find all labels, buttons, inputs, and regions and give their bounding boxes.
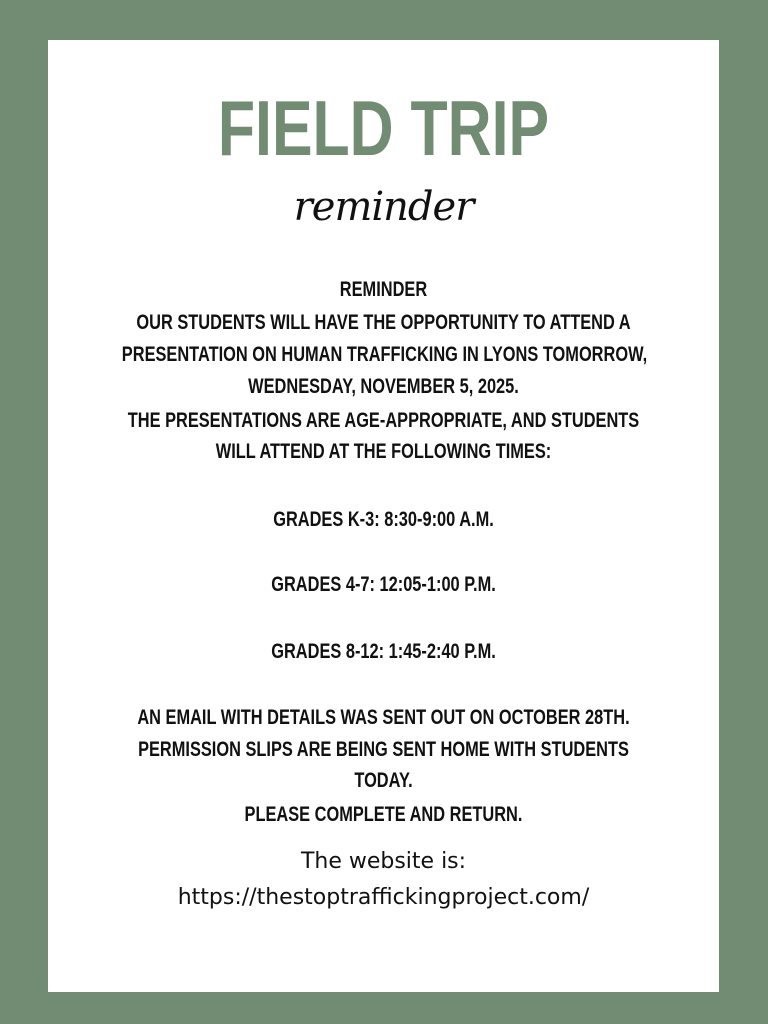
closing-line: PERMISSION SLIPS ARE BEING SENT HOME WITH STUDENTS xyxy=(138,738,629,761)
body-line: PRESENTATION ON HUMAN TRAFFICKING IN LYONS TOMORROW, xyxy=(121,343,648,366)
website-label: The website is: xyxy=(300,849,467,874)
body-line: WILL ATTEND AT THE FOLLOWING TIMES: xyxy=(215,440,552,463)
flyer-title: FIELD TRIP xyxy=(217,84,550,172)
schedule-item: GRADES 8-12: 1:45-2:40 P.M. xyxy=(271,640,496,663)
body-line: OUR STUDENTS WILL HAVE THE OPPORTUNITY TO ATTEND A xyxy=(136,311,631,334)
body-line: REMINDER xyxy=(339,278,428,301)
closing-line: AN EMAIL WITH DETAILS WAS SENT OUT ON OCTOBER 28TH. xyxy=(137,706,630,729)
closing-line: PLEASE COMPLETE AND RETURN. xyxy=(244,803,523,826)
flyer-subtitle: reminder xyxy=(293,184,474,230)
schedule-item: GRADES 4-7: 12:05-1:00 P.M. xyxy=(271,573,496,596)
body-line: THE PRESENTATIONS ARE AGE-APPROPRIATE, AND STUDENTS xyxy=(127,409,640,432)
body-line: WEDNESDAY, NOVEMBER 5, 2025. xyxy=(248,375,519,398)
schedule-item: GRADES K-3: 8:30-9:00 A.M. xyxy=(273,508,494,531)
website-url[interactable]: https://thestoptraffickingproject.com/ xyxy=(177,885,590,910)
flyer-panel xyxy=(48,40,719,992)
closing-line: TODAY. xyxy=(354,769,413,792)
